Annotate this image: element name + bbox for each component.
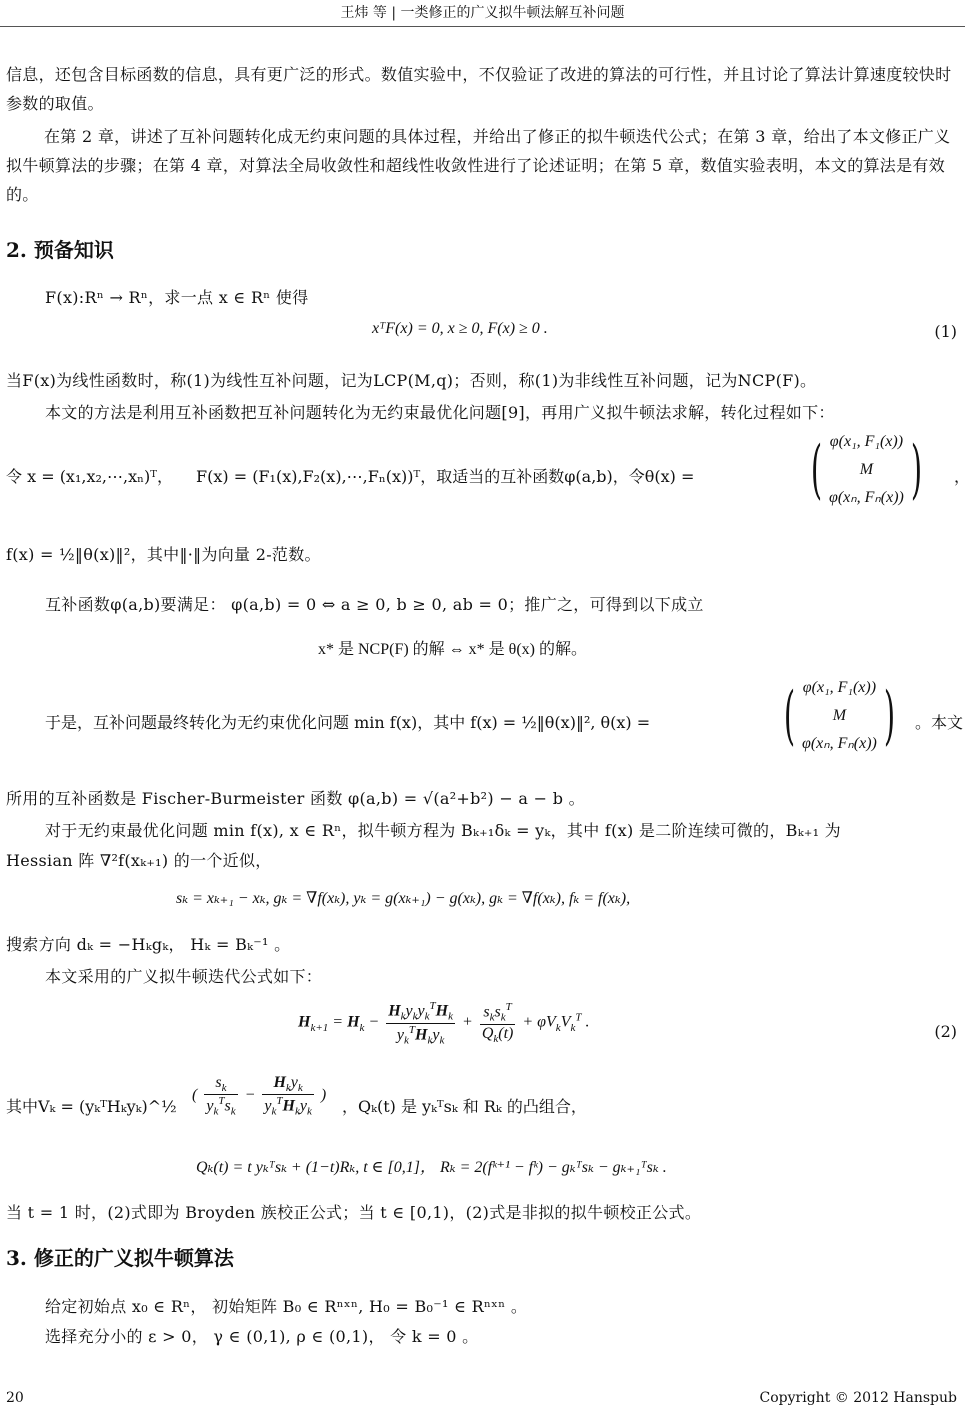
x-vector-def: 令 x = (x₁,x₂,⋯,xₙ)ᵀ， <box>6 467 173 486</box>
unconstrained-problem <box>45 672 964 772</box>
equation-2: $H_{k+1} = H_k$ − $\frac{H_ky_ky_k^TH_k}{y_k^TH_ky_k}$ + $\frac{s_ks_k^T}{Q_k(t)}$ + $\varphi V_kV_k^T$ . <box>298 1000 590 1047</box>
running-header <box>0 0 965 27</box>
objective-def: f(x) = ½‖θ(x)‖²，其中‖·‖为向量 2-范数。 <box>6 545 321 564</box>
equivalence-statement: x* 是 NCP(F) 的解 ⇔ x* 是 θ(x) 的解。 <box>318 641 588 658</box>
lcp-ncp-definition: 当F(x)为线性函数时，称(1)为线性互补问题，记为LCP(M,q)；否则，称(1)为非线性互补问题，记为NCP(F)。 <box>6 371 817 390</box>
section-2-heading: 2. 预备知识 <box>6 238 114 262</box>
method-intro: 本文的方法是利用互补函数把互补问题转化为无约束最优化问题[9]，再用广义拟牛顿法求解，转化过程如下： <box>45 403 835 422</box>
Q-convex-text: ，Qₖ(t) 是 yₖᵀsₖ 和 Rₖ 的凸组合， <box>342 1097 587 1116</box>
theta2-row-2: M <box>832 707 847 724</box>
initial-point: 给定初始点 x₀ ∈ Rⁿ， 初始矩阵 B₀ ∈ Rⁿˣⁿ, H₀ = B₀⁻¹ ∈ Rⁿˣⁿ 。 <box>45 1297 528 1316</box>
quasi-newton-equation: 对于无约束最优化问题 min f(x), x ∈ Rⁿ，拟牛顿方程为 Bₖ₊₁δₖ = yₖ，其中 f(x) 是二阶连续可微的，Bₖ₊₁ 为 <box>45 821 841 840</box>
page-number: 20 <box>6 1390 24 1406</box>
parameter-choice: 选择充分小的 ε > 0， γ ∈ (0,1), ρ ∈ (0,1)， 令 k = 0 。 <box>45 1327 479 1346</box>
Q-R-definitions: Qₖ(t) = t yₖᵀsₖ + (1−t)Rₖ, t ∈ [0,1]， Rₖ = 2(fᵏ⁺¹ − fᵏ) − gₖᵀsₖ − gₖ₊₁ᵀsₖ . <box>196 1159 667 1176</box>
F-vector-def: F(x) = (F₁(x),F₂(x),⋯,Fₙ(x))ᵀ，取适当的互补函数φ(a,b)，令θ(x) = <box>196 467 695 486</box>
section-3-heading: 3. 修正的广义拟牛顿算法 <box>6 1246 234 1270</box>
theta-matrix-2: ( φ(x₁, F₁(x)) M φ(xₙ, Fₙ(x)) ) <box>777 674 902 758</box>
header-title: 王炜 等 | 一类修正的广义拟牛顿法解互补问题 <box>340 5 625 21</box>
search-direction: 搜索方向 dₖ = −Hₖgₖ， Hₖ = Bₖ⁻¹ 。 <box>6 935 291 954</box>
broyden-remark: 当 t = 1 时，(2)式即为 Broyden 族校正公式；当 t ∈ [0,1)，(2)式是非拟的拟牛顿校正公式。 <box>6 1203 702 1222</box>
unconstrained-tail: 。本文 <box>915 713 964 732</box>
copyright: Copyright © 2012 Hanspub <box>759 1390 957 1406</box>
theta-matrix: ( φ(x₁, F₁(x)) M φ(xₙ, Fₙ(x)) ) <box>804 428 929 512</box>
s-y-definitions: sₖ = xₖ₊₁ − xₖ, gₖ = ∇f(xₖ), yₖ = g(xₖ₊₁) − g(xₖ), gₖ = ∇f(xₖ), fₖ = f(xₖ), <box>176 890 631 907</box>
theta-definition: 令 x = (x₁,x₂,⋯,xₙ)ᵀ， F(x) = (F₁(x),F₂(x),⋯,Fₙ(x))ᵀ，取适当的互补函数φ(a,b)，令θ(x) = ( φ(x₁, F₁(x)) M φ(xₙ, Fₙ(x)) ) ， <box>6 428 961 524</box>
equation-1-number: (1) <box>934 322 957 341</box>
equation-1: xᵀF(x) = 0, x ≥ 0, F(x) ≥ 0 . <box>372 320 548 337</box>
theta-row-2: M <box>859 461 874 478</box>
V-def-text: 其中Vₖ = (yₖᵀHₖyₖ)^½ <box>6 1097 177 1116</box>
update-intro: 本文采用的广义拟牛顿迭代公式如下： <box>45 967 323 986</box>
theta-row-3: φ(xₙ, Fₙ(x)) <box>828 489 904 506</box>
V-def-vector: ( $\frac{s_k}{y_k^Ts_k}$ − $\frac{H_ky_k}{y_k^TH_ky_k}$ ) <box>192 1074 327 1118</box>
theta2-row-3: φ(xₙ, Fₙ(x)) <box>801 735 877 752</box>
theta2-row-1: φ(x₁, F₁(x)) <box>802 679 877 696</box>
equation-2-number: (2) <box>934 1022 957 1041</box>
unconstrained-text: 于是，互补问题最终转化为无约束优化问题 min f(x)，其中 f(x) = ½‖θ(x)‖², θ(x) = <box>45 713 651 732</box>
intro-paragraph-1: 信息，还包含目标函数的信息，具有更广泛的形式。数值实验中，不仅验证了改进的算法的可行性，并且讨论了算法计算速度较快时参数的取值。 <box>6 65 952 113</box>
problem-statement: F(x):Rⁿ → Rⁿ，求一点 x ∈ Rⁿ 使得 <box>45 288 309 307</box>
fb-function: 所用的互补函数是 Fischer-Burmeister 函数 φ(a,b) = √(a²+b²) − a − b 。 <box>6 789 585 808</box>
complementarity-condition: 互补函数φ(a,b)要满足： φ(a,b) = 0 ⇔ a ≥ 0, b ≥ 0, ab = 0；推广之，可得到以下成立 <box>45 595 704 614</box>
V-definition <box>6 1072 961 1142</box>
intro-paragraph-2: 在第 2 章，讲述了互补问题转化成无约束问题的具体过程，并给出了修正的拟牛顿迭代公式；在第 3 章，给出了本文修正广义拟牛顿算法的步骤；在第 4 章，对算法全局收敛性和超线性收敛性进行了论述证明；在第 5 章，数值实验表明，本文的算法是有效的。 <box>6 127 951 204</box>
hessian-approx: Hessian 阵 ∇²f(xₖ₊₁) 的一个近似， <box>6 851 272 870</box>
theta-row-1: φ(x₁, F₁(x)) <box>829 433 904 450</box>
